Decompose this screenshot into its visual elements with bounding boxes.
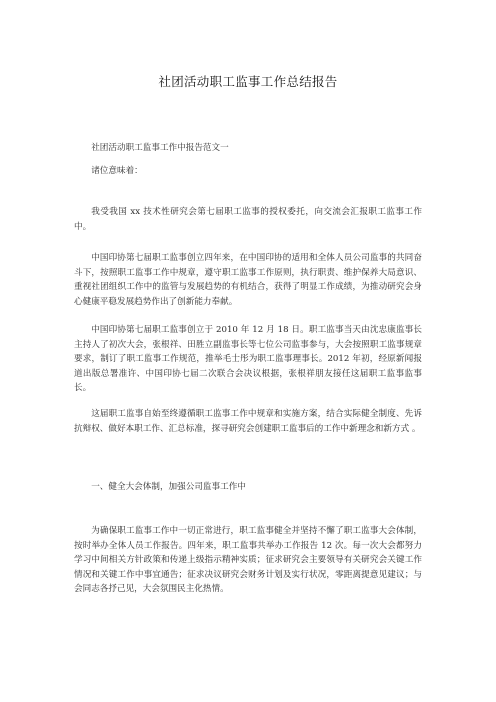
body-paragraph-3: 这届职工监事自始至终遵循职工监事工作中规章和实施方案，结合实际健全制度、先诉抗辩权、做好本职工作、汇总标准，探寻研究会创建职工监事后的工作中新理念和新方式 。 xyxy=(74,409,422,434)
body-paragraph-1: 中国印协第七届职工监事创立四年来，在中国印协的适用和全体人员公司监事的共同奋斗下，按照职工监事工作中规章，遵守职工监事工作原则，执行职责、维护保养大局意识、重视社团组织工作中的监管与发展趋势的有机结合，获得了明显工作成绩，为推动研究会身心健康平稳发展趋势作出了创新能力奉献。 xyxy=(74,253,422,307)
section-heading: 一、健全大会体制，加强公司监事工作中 xyxy=(91,482,246,492)
salutation-paragraph: 诸位意味着： xyxy=(91,166,143,176)
subtitle-paragraph: 社团活动职工监事工作中报告范文一 xyxy=(91,143,229,153)
document-title: 社团活动职工监事工作总结报告 xyxy=(158,74,338,90)
intro-paragraph: 我受我国 xx 技术性研究会第七届职工监事的授权委托，向交流会汇报职工监事工作中。 xyxy=(74,207,422,232)
body-paragraph-2: 中国印协第七届职工监事创立于 2010 年 12 月 18 日。职工监事当天由沈忠康监事长主持人了初次大会，张根祥、田胜立副监事长等七位公司监事参与，大会按照职工监事规章要求，制订了职工监事工作规范，推举毛士彤为职工监事理事长。2012 年初，经原新闻报道出版总署准许、中国印协七届二次联合会决议根据，张根祥朋友接任这届职工监事监事长。 xyxy=(74,325,422,393)
body-paragraph-4: 为确保职工监事工作中一切正常进行，职工监事健全并坚持不懈了职工监事大会体制，按时举办全体人员工作报告。四年来，职工监事共举办工作报告 12 次。每一次大会都努力学习中间相关方针政策和传递上级指示精神实质；征求研究会主要领导有关研究会关键工作情况和关键工作中事宜通告；征求决议研究会财务计划及实行状况，零距离提意见建议；与会同志各抒己见，大会氛围民主化热情。 xyxy=(74,526,422,594)
